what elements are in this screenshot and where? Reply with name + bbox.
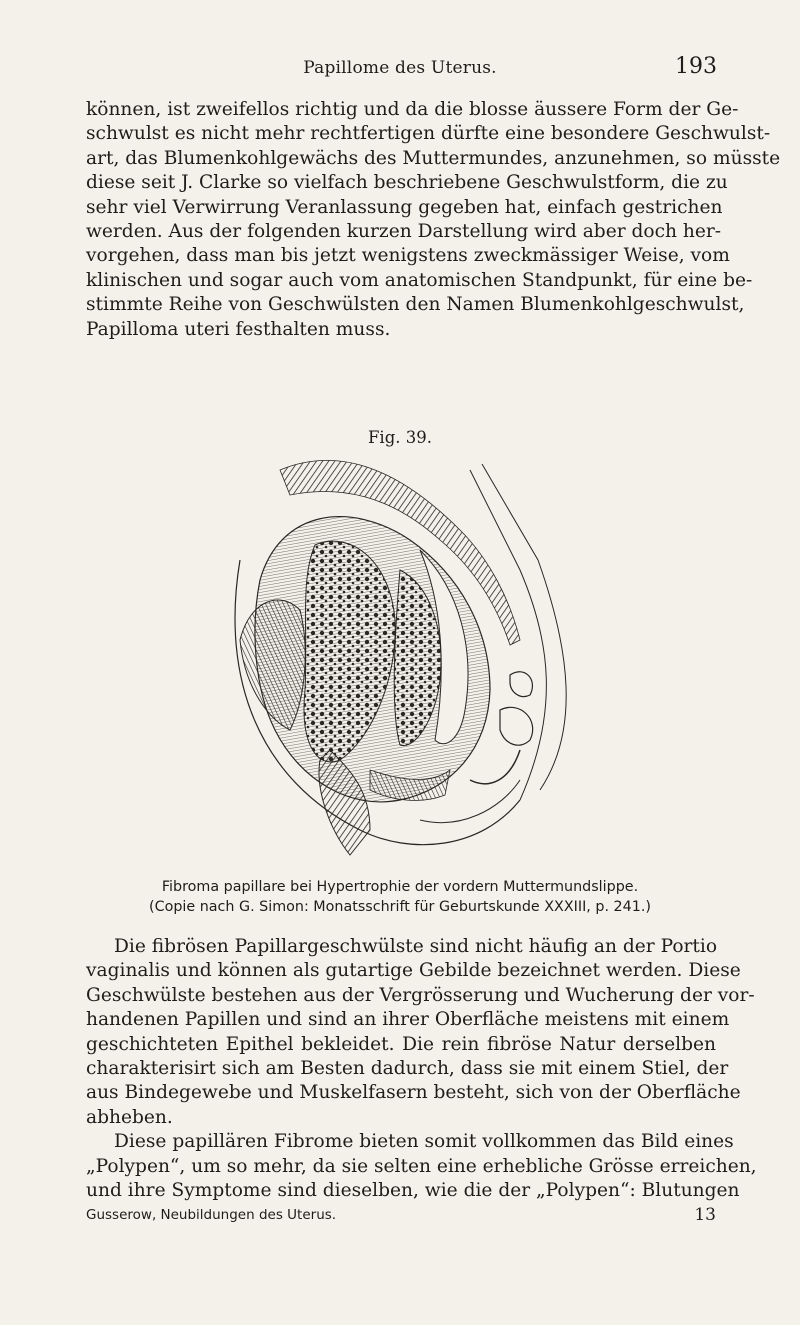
text-line: vaginalis und können als gutartige Gebilde bezeichnet werden. Diese — [86, 960, 741, 982]
text-line: werden. Aus der folgenden kurzen Darstellung wird aber doch her- — [86, 221, 722, 243]
text-line: stimmte Reihe von Geschwülsten den Namen Blumenkohlgeschwulst, — [86, 294, 745, 316]
footer — [86, 1207, 716, 1223]
running-head — [0, 54, 800, 82]
text-line: sehr viel Verwirrung Veranlassung gegeben hat, einfach gestrichen — [86, 196, 723, 218]
footer-text: Gusserow, Neubildungen des Uterus. — [86, 1207, 337, 1223]
text-line: Geschwülste bestehen aus der Vergrösserung und Wucherung der vor- — [86, 984, 755, 1006]
text-line: charakterisirt sich am Besten dadurch, dass sie mit einem Stiel, der — [86, 1058, 729, 1080]
text-line: können, ist zweifellos richtig und da die blosse äussere Form der Ge- — [86, 99, 739, 120]
signature-number: 13 — [694, 1205, 716, 1225]
text-line: aus Bindegewebe und Muskelfasern besteht, sich von der Oberfläche — [86, 1082, 741, 1104]
page-number: 193 — [675, 54, 717, 79]
text-line: vorgehen, dass man bis jetzt wenigstens zweckmässiger Weise, vom — [86, 245, 730, 267]
text-line: schwulst es nicht mehr rechtfertigen dürfte eine besondere Geschwulst- — [86, 123, 771, 145]
paragraph-bottom — [86, 935, 757, 1203]
text-line: abheben. — [86, 1106, 173, 1128]
text-line: und ihre Symptome sind dieselben, wie die der „Polypen“: Blutungen — [86, 1180, 740, 1202]
text-line: geschichteten Epithel bekleidet. Die rein fibröse Natur derselben — [86, 1033, 716, 1055]
text-line: Diese papillären Fibrome bieten somit vollkommen das Bild eines — [114, 1131, 734, 1153]
text-line: „Polypen“, um so mehr, da sie selten eine erhebliche Grösse erreichen, — [86, 1155, 757, 1177]
figure-label: Fig. 39. — [367, 428, 433, 447]
figure-caption: Fibroma papillare bei Hypertrophie der vordern Muttermundslippe. — [161, 879, 639, 895]
text-line: art, das Blumenkohlgewächs des Muttermundes, anzunehmen, so müsste — [86, 147, 781, 169]
text-line: klinischen und sogar auch vom anatomischen Standpunkt, für eine be- — [86, 269, 753, 291]
running-title: Papillome des Uterus. — [303, 58, 497, 78]
text-line: diese seit J. Clarke so vielfach beschriebene Geschwulstform, die zu — [86, 172, 728, 194]
text-line: Papilloma uteri festhalten muss. — [86, 318, 391, 340]
text-line: handenen Papillen und sind an ihrer Oberfläche meistens mit einem — [86, 1009, 730, 1031]
paragraph-top — [86, 98, 781, 342]
anatomical-illustration — [220, 450, 600, 865]
figure-caption-source: (Copie nach G. Simon: Monatsschrift für Geburtskunde XXXIII, p. 241.) — [149, 899, 651, 915]
text-line: Die fibrösen Papillargeschwülste sind nicht häufig an der Portio — [114, 936, 718, 957]
